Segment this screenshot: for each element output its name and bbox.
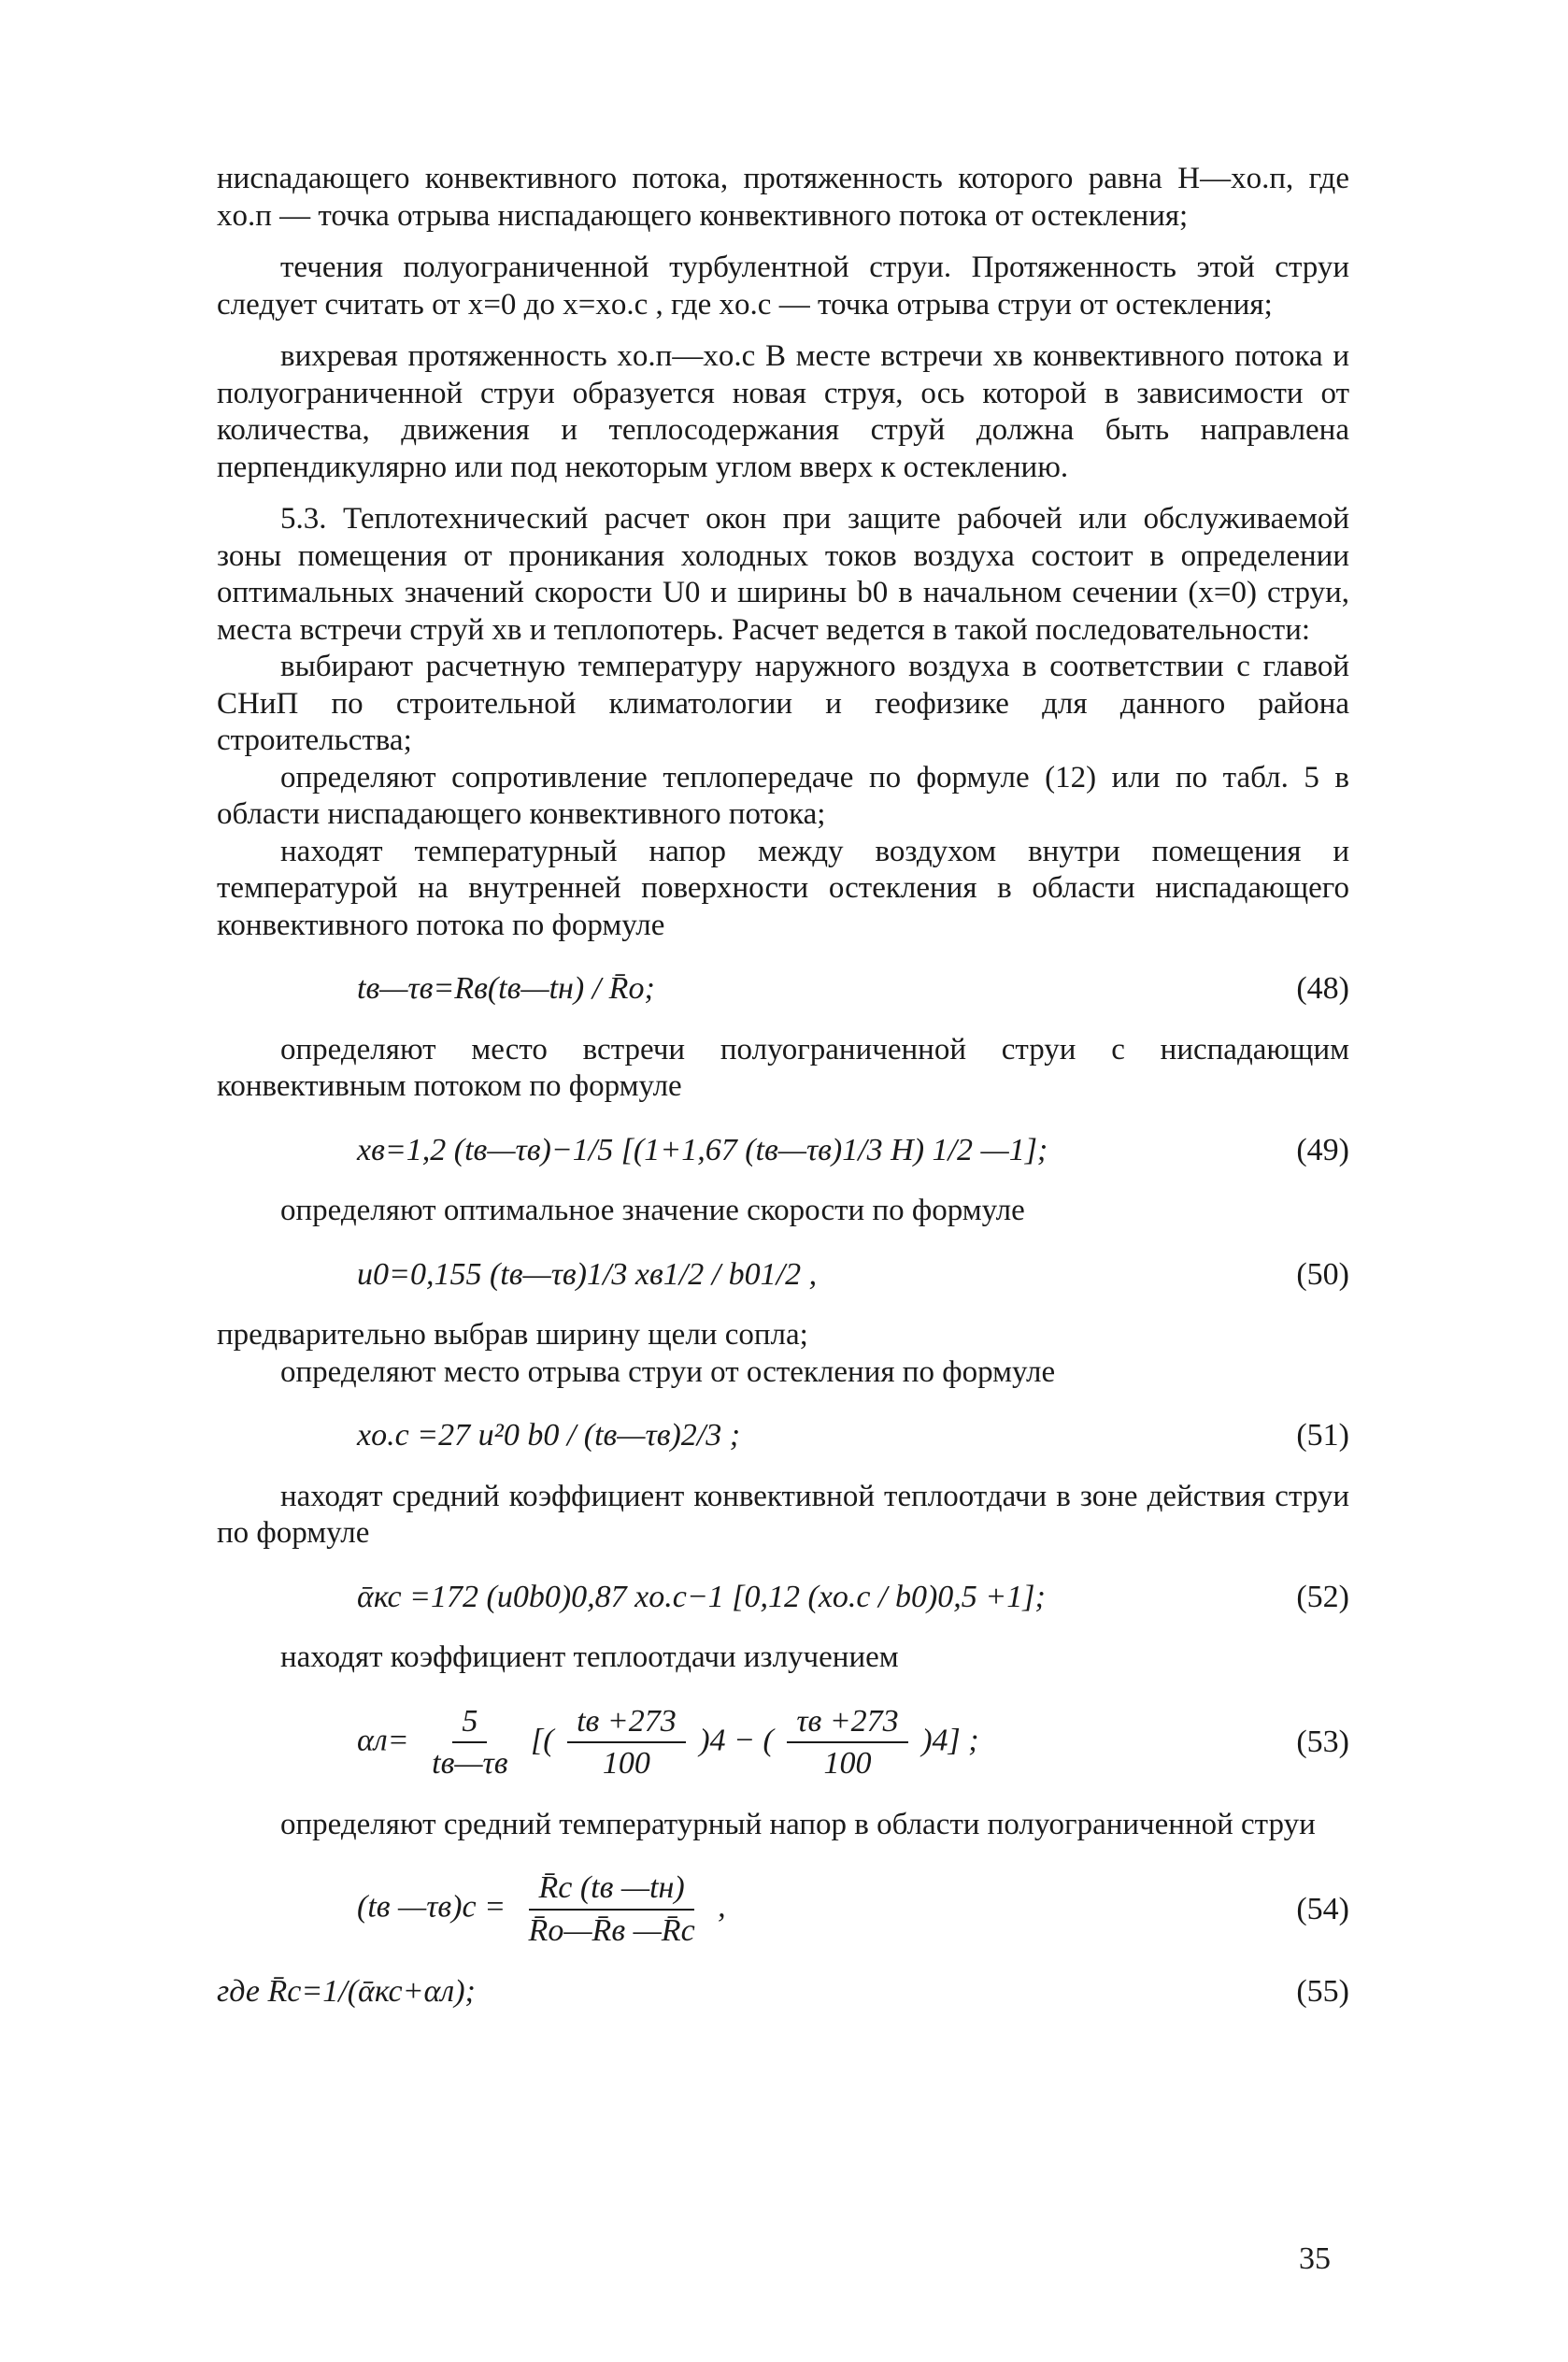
- paragraph-6: определяют сопротивление теплопередаче по формуле (12) или по табл. 5 в области ниспадающего конвективного потока;: [217, 760, 1349, 831]
- paragraph-1: нисnадающего конвективного потока, протяженность которого равна H—xо.п, где xо.п — точка отрыва ниспадающего конвективного потока от остекления;: [217, 162, 1349, 233]
- equation-50: [217, 1256, 1349, 1294]
- equation-53-term2-denominator: 100: [823, 1746, 872, 1781]
- paragraph-10: предварительно выбрав ширину щели сопла;: [217, 1318, 808, 1352]
- equation-50-formula: u0=0,155 (tв—τв)1/3 xв1/2 / b01/2 ,: [357, 1256, 818, 1292]
- equation-51: [217, 1417, 1349, 1454]
- equation-49: [217, 1132, 1349, 1169]
- equation-53-term2-numerator: τв +273: [787, 1703, 907, 1744]
- equation-54: [217, 1869, 1349, 1949]
- paragraph-13: находят коэффициент теплоотдачи излучением: [280, 1640, 899, 1674]
- equation-51-formula: xо.с =27 u²0 b0 / (tв—τв)2/3 ;: [357, 1418, 741, 1453]
- paragraph-14: определяют средний температурный напор в области полуограниченной струи: [280, 1807, 1316, 1841]
- equation-48-number: (48): [1296, 971, 1349, 1006]
- equation-52-formula: ᾱкс =172 (u0b0)0,87 xо.с−1 [0,12 (xо.с / b0)0,5 +1];: [357, 1579, 1046, 1614]
- paragraph-3: вихревая протяженность xо.п—xо.с В месте встречи xв конвективного потока и полуограниченной струи образуется новая струя, ось которой в зависимости от количества, движения и теплосодержания струй должна быть направлена перпендикулярно или под некоторым углом вверх к остеклению.: [217, 339, 1349, 484]
- equation-55-number: (55): [1296, 1974, 1349, 2009]
- paragraph-2: течения полуограниченной турбулентной струи. Протяженность этой струи следует считать от x=0 до x=xо.с , где xо.с — точка отрыва струи от остекления;: [217, 251, 1349, 322]
- paragraph-11: определяют место отрыва струи от остекления по формуле: [280, 1354, 1056, 1389]
- equation-53-formula: [217, 1703, 979, 1782]
- equation-54-lhs: (tв —τв)с =: [357, 1889, 506, 1925]
- equation-52: [217, 1579, 1349, 1616]
- equation-53-coef-denominator: tв—τв: [432, 1746, 508, 1781]
- equation-55-formula: где R̄с=1/(ᾱкс+αл);: [217, 1974, 476, 2009]
- paragraph-12: находят средний коэффициент конвективной теплоотдачи в зоне действия струи по формуле: [217, 1479, 1349, 1550]
- equation-52-number: (52): [1296, 1579, 1349, 1614]
- equation-53-term2: [787, 1703, 907, 1782]
- equation-53-term1-denominator: 100: [602, 1746, 650, 1781]
- equation-53-number: (53): [1296, 1725, 1349, 1760]
- equation-53-term1: [567, 1703, 686, 1782]
- equation-53-middle: )4 − (: [699, 1722, 774, 1757]
- equation-54-tail: ,: [718, 1889, 726, 1925]
- equation-54-fraction: [520, 1869, 705, 1949]
- equation-49-number: (49): [1296, 1132, 1349, 1167]
- equation-49-formula: xв=1,2 (tв—τв)−1/5 [(1+1,67 (tв—τв)1/3 H) 1/2 —1];: [357, 1132, 1048, 1167]
- equation-53-coefficient: [422, 1703, 517, 1782]
- equation-53-coef-numerator: 5: [452, 1703, 487, 1744]
- equation-53-term1-numerator: tв +273: [567, 1703, 686, 1744]
- paragraph-4: 5.3. Теплотехнический расчет окон при защите рабочей или обслуживаемой зоны помещения от проникания холодных токов воздуха состоит в определении оптимальных значений скорости U0 и ширины b0 в начальном сечении (x=0) струи, места встречи струй xв и теплопотерь. Расчет ведется в такой последовательности:: [217, 502, 1349, 647]
- equation-54-numerator: R̄с (tв —tн): [529, 1869, 693, 1911]
- paragraph-8: определяют место встречи полуограниченной струи с ниспадающим конвективным потоком по формуле: [217, 1032, 1349, 1103]
- equation-53-close-bracket: )4] ;: [921, 1722, 979, 1757]
- equation-48: [217, 970, 1349, 1008]
- equation-53: [217, 1703, 1349, 1782]
- equation-54-formula: [217, 1869, 726, 1949]
- equation-54-denominator: R̄о—R̄в —R̄с: [528, 1912, 695, 1948]
- body-text: [217, 161, 1349, 2035]
- equation-50-number: (50): [1296, 1256, 1349, 1292]
- paragraph-7: находят температурный напор между воздухом внутри помещения и температурой на внутренней поверхности остекления в области ниспадающего конвективного потока по формуле: [217, 834, 1349, 942]
- equation-53-lhs: αл=: [357, 1722, 409, 1757]
- equation-55: [217, 1973, 1349, 2011]
- paragraph-5: выбирают расчетную температуру наружного воздуха в соответствии с главой СНиП по строительной климатологии и геофизике для данного района строительства;: [217, 650, 1349, 757]
- equation-53-open-bracket: [(: [531, 1722, 554, 1757]
- paragraph-9: определяют оптимальное значение скорости по формуле: [280, 1194, 1025, 1227]
- equation-54-number: (54): [1296, 1891, 1349, 1926]
- page-number: 35: [1299, 2241, 1331, 2276]
- equation-48-formula: tв—τв=Rв(tв—tн) / R̄о;: [357, 971, 655, 1006]
- equation-51-number: (51): [1296, 1418, 1349, 1453]
